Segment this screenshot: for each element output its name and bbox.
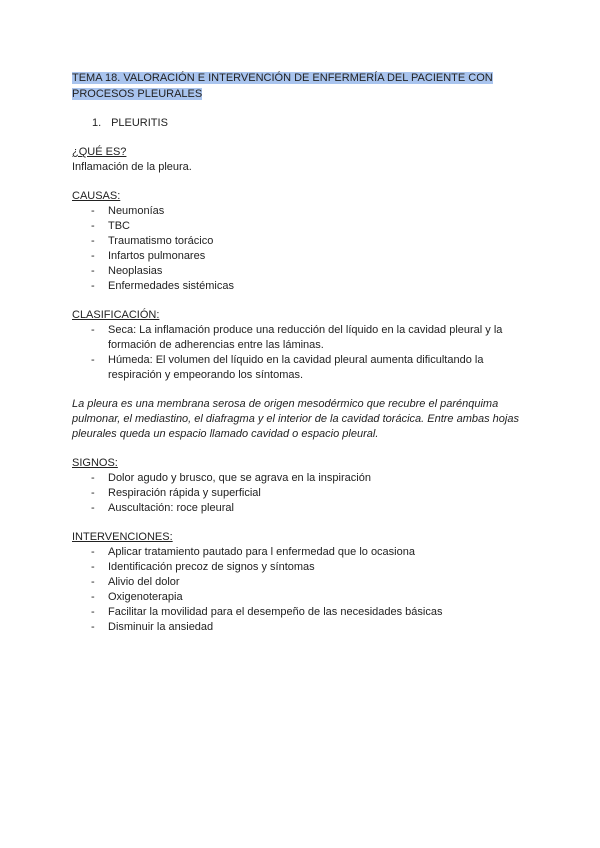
list-item: - Traumatismo torácico [72, 234, 532, 249]
list-item: - TBC [72, 219, 532, 234]
list-item: - Alivio del dolor [72, 575, 532, 590]
clasificacion-list [72, 323, 532, 383]
section-label: PLEURITIS [111, 117, 168, 129]
list-item: - Neumonías [72, 204, 532, 219]
list-item: - Auscultación: roce pleural [72, 501, 532, 516]
pleura-note: La pleura es una membrana serosa de origen mesodérmico que recubre el parénquima pulmonar, el mediastino, el diafragma y el interior de la cavidad torácica. Entre ambas hojas pleurales queda un espacio llamado cavidad o espacio pleural. [72, 398, 519, 440]
signos-heading: SIGNOS: [72, 457, 118, 469]
document-title-block [72, 71, 512, 102]
signos-list [72, 471, 532, 516]
section-heading [92, 116, 532, 131]
causas-list [72, 204, 532, 294]
list-item: - Facilitar la movilidad para el desempeño de las necesidades básicas [72, 605, 532, 620]
list-item: - Seca: La inflamación produce una reducción del líquido en la cavidad pleural y la formación de adherencias entre las láminas. [72, 323, 532, 353]
que-es-text: Inflamación de la pleura. [72, 161, 192, 173]
list-item: - Neoplasias [72, 264, 532, 279]
list-item: - Respiración rápida y superficial [72, 486, 532, 501]
intervenciones-heading: INTERVENCIONES: [72, 531, 173, 543]
section-number: 1. [92, 117, 102, 129]
list-item: - Disminuir la ansiedad [72, 620, 532, 635]
document-title: TEMA 18. VALORACIÓN E INTERVENCIÓN DE ENFERMERÍA DEL PACIENTE CON PROCESOS PLEURALES [72, 72, 493, 100]
document-content [72, 71, 532, 635]
list-item: - Oxigenoterapia [72, 590, 532, 605]
list-item: - Aplicar tratamiento pautado para l enfermedad que lo ocasiona [72, 545, 532, 560]
que-es-heading: ¿QUÉ ES? [72, 146, 127, 158]
intervenciones-list [72, 545, 532, 635]
list-item: - Enfermedades sistémicas [72, 279, 532, 294]
list-item: - Húmeda: El volumen del líquido en la cavidad pleural aumenta dificultando la respiración y empeorando los síntomas. [72, 353, 532, 383]
list-item: - Infartos pulmonares [72, 249, 532, 264]
causas-heading: CAUSAS: [72, 190, 121, 202]
clasificacion-heading: CLASIFICACIÓN: [72, 309, 160, 321]
list-item: - Identificación precoz de signos y síntomas [72, 560, 532, 575]
list-item: - Dolor agudo y brusco, que se agrava en la inspiración [72, 471, 532, 486]
